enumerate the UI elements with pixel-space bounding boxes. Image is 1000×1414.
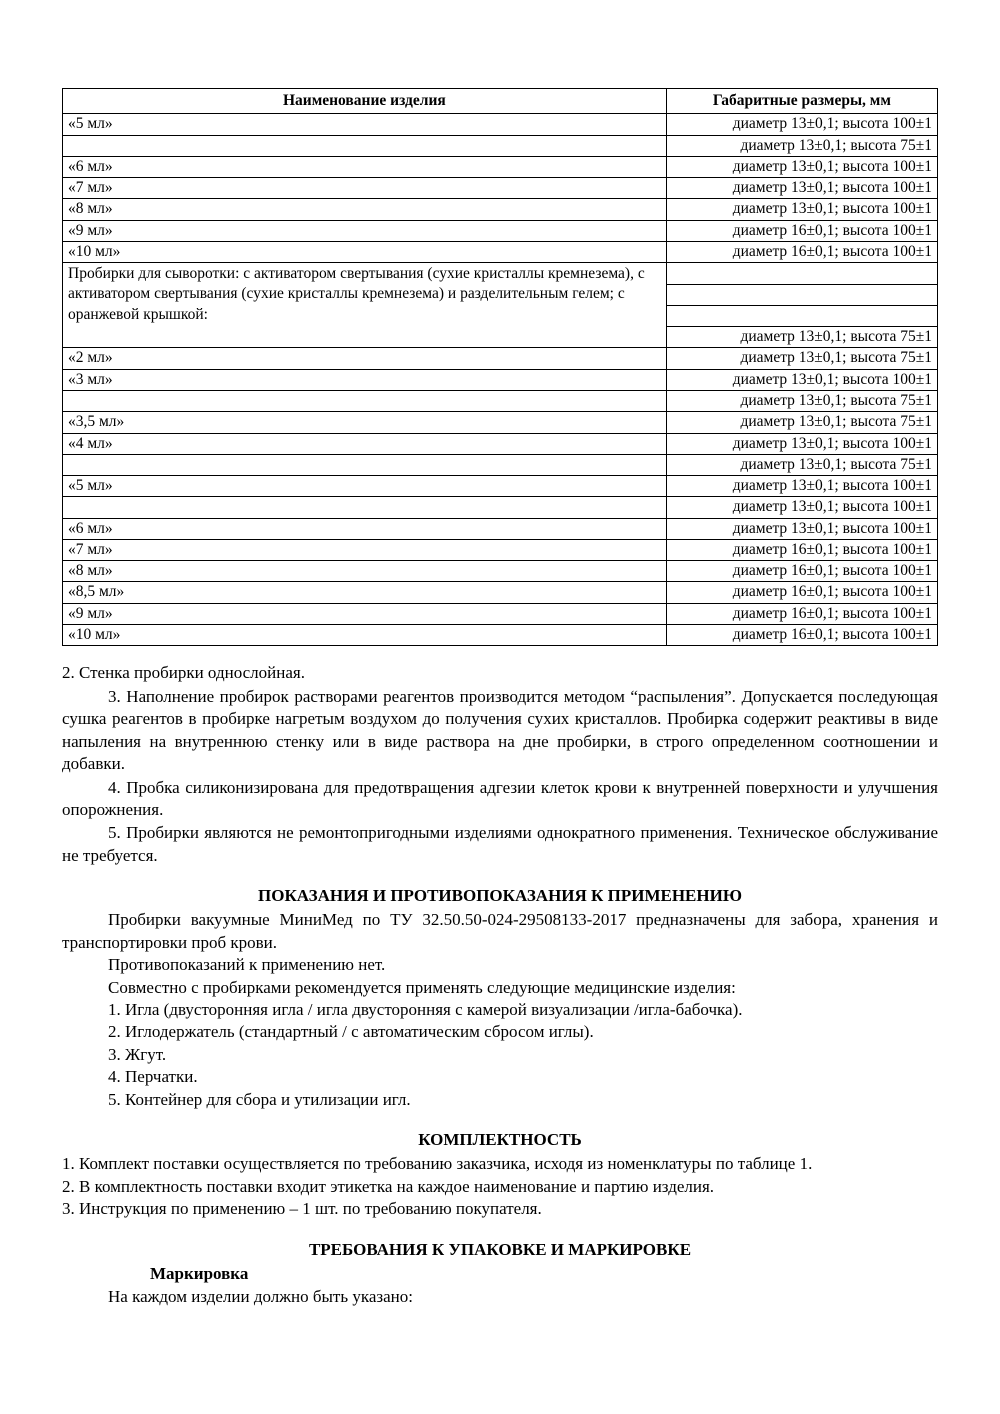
- column-header-dimensions: Габаритные размеры, мм: [666, 89, 937, 114]
- cell-name: «10 мл»: [63, 241, 667, 262]
- table-row: [63, 114, 938, 135]
- list-item: 4. Перчатки.: [108, 1067, 198, 1087]
- list-item: 1. Игла (двусторонняя игла / игла двусторонняя с камерой визуализации /игла-бабочка).: [108, 1000, 743, 1019]
- section-heading-completeness: КОМПЛЕКТНОСТЬ: [418, 1130, 582, 1150]
- cell-name: [63, 135, 667, 156]
- section-heading-indications: ПОКАЗАНИЯ И ПРОТИВОПОКАЗАНИЯ К ПРИМЕНЕНИЮ: [258, 886, 742, 906]
- cell-dimension: диаметр 16±0,1; высота 100±1: [666, 220, 937, 241]
- cell-dimension: диаметр 13±0,1; высота 100±1: [666, 497, 937, 518]
- subheading-marking: Маркировка: [150, 1263, 249, 1283]
- cell-name: [63, 454, 667, 475]
- section-0-paragraph-1: Противопоказаний к применению нет.: [108, 955, 386, 975]
- cell-dimension: диаметр 13±0,1; высота 100±1: [666, 476, 937, 497]
- section-0-paragraph-0: Пробирки вакуумные МиниМед по ТУ 32.50.50-024-29508133-2017 предназначены для забора, хранения и транспортировки проб крови.: [62, 910, 938, 952]
- table-row: [63, 518, 938, 539]
- paragraph-5: 5. Пробирки являются не ремонтопригодными изделиями однократного применения. Техническое обслуживание не требуется.: [62, 823, 938, 865]
- table-group-row: [63, 263, 938, 284]
- table-row: [63, 241, 938, 262]
- cell-dimension: [666, 263, 937, 284]
- cell-name: «7 мл»: [63, 539, 667, 560]
- section-heading-packaging: ТРЕБОВАНИЯ К УПАКОВКЕ И МАРКИРОВКЕ: [308, 1239, 692, 1259]
- table-row: [63, 433, 938, 454]
- cell-dimension: диаметр 16±0,1; высота 100±1: [666, 561, 937, 582]
- cell-name: «10 мл»: [63, 625, 667, 646]
- table-row: [63, 476, 938, 497]
- table-row: [63, 412, 938, 433]
- table-row: [63, 497, 938, 518]
- cell-dimension: диаметр 16±0,1; высота 100±1: [666, 582, 937, 603]
- cell-dimension: диаметр 16±0,1; высота 100±1: [666, 603, 937, 624]
- section-2-paragraph-0: На каждом изделии должно быть указано:: [108, 1286, 413, 1306]
- section-1-paragraph-1: 2. В комплектность поставки входит этикетка на каждое наименование и партию изделия.: [62, 1176, 715, 1196]
- cell-name: «3,5 мл»: [63, 412, 667, 433]
- cell-dimension: диаметр 13±0,1; высота 100±1: [666, 114, 937, 135]
- cell-name: «8 мл»: [63, 561, 667, 582]
- table-row: [63, 220, 938, 241]
- table-body: [63, 114, 938, 646]
- cell-dimension: диаметр 13±0,1; высота 100±1: [666, 369, 937, 390]
- cell-name: «9 мл»: [63, 220, 667, 241]
- cell-dimension: диаметр 13±0,1; высота 100±1: [666, 433, 937, 454]
- cell-name: «8 мл»: [63, 199, 667, 220]
- specification-table: [62, 88, 938, 646]
- table-row: [63, 369, 938, 390]
- table-row: [63, 135, 938, 156]
- cell-dimension: диаметр 13±0,1; высота 75±1: [666, 412, 937, 433]
- cell-name: «4 мл»: [63, 433, 667, 454]
- table-row: [63, 390, 938, 411]
- cell-name: «8,5 мл»: [63, 582, 667, 603]
- paragraph-3: 3. Наполнение пробирок растворами реагентов производится методом “распыления”. Допускается последующая сушка реагентов в пробирке нагретым воздухом до получения сухих кристаллов. Пробирка содержит реактивы в виде напыления на внутреннюю стенку или в виде раствора на дне пробирки, в строго определенном соотношении и добавки.: [62, 686, 938, 774]
- cell-dimension: [666, 284, 937, 305]
- cell-name: «6 мл»: [63, 156, 667, 177]
- cell-dimension: диаметр 16±0,1; высота 100±1: [666, 625, 937, 646]
- paragraph-4: 4. Пробка силиконизирована для предотвращения адгезии клеток крови к внутренней поверхности и улучшения опорожнения.: [62, 777, 938, 819]
- cell-name: [63, 497, 667, 518]
- cell-dimension: диаметр 13±0,1; высота 75±1: [666, 135, 937, 156]
- table-row: [63, 199, 938, 220]
- cell-group-title: Пробирки для сыворотки: с активатором свертывания (сухие кристаллы кремнезема), с активатором свертывания (сухие кристаллы кремнезема) и разделительным гелем; с оранжевой крышкой:: [63, 263, 667, 348]
- list-item: 2. Иглодержатель (стандартный / с автоматическим сбросом иглы).: [108, 1022, 594, 1042]
- table-row: [63, 625, 938, 646]
- cell-name: «2 мл»: [63, 348, 667, 369]
- cell-dimension: диаметр 13±0,1; высота 100±1: [666, 178, 937, 199]
- cell-name: «6 мл»: [63, 518, 667, 539]
- cell-dimension: диаметр 13±0,1; высота 75±1: [666, 454, 937, 475]
- cell-dimension: диаметр 13±0,1; высота 75±1: [666, 327, 937, 348]
- table-row: [63, 348, 938, 369]
- cell-dimension: диаметр 13±0,1; высота 100±1: [666, 156, 937, 177]
- cell-dimension: диаметр 13±0,1; высота 75±1: [666, 348, 937, 369]
- table-row: [63, 561, 938, 582]
- table-row: [63, 156, 938, 177]
- table-row: [63, 454, 938, 475]
- table-row: [63, 603, 938, 624]
- table-row: [63, 539, 938, 560]
- cell-name: «5 мл»: [63, 476, 667, 497]
- column-header-name: Наименование изделия: [63, 89, 667, 114]
- cell-name: «3 мл»: [63, 369, 667, 390]
- cell-dimension: диаметр 16±0,1; высота 100±1: [666, 539, 937, 560]
- cell-name: «7 мл»: [63, 178, 667, 199]
- cell-dimension: [666, 305, 937, 326]
- cell-dimension: диаметр 13±0,1; высота 100±1: [666, 518, 937, 539]
- section-1-paragraph-2: 3. Инструкция по применению – 1 шт. по требованию покупателя.: [62, 1199, 542, 1219]
- cell-dimension: диаметр 13±0,1; высота 75±1: [666, 390, 937, 411]
- cell-dimension: диаметр 13±0,1; высота 100±1: [666, 199, 937, 220]
- list-item: 5. Контейнер для сбора и утилизации игл.: [108, 1089, 411, 1109]
- cell-dimension: диаметр 16±0,1; высота 100±1: [666, 241, 937, 262]
- section-1-paragraph-0: 1. Комплект поставки осуществляется по требованию заказчика, исходя из номенклатуры по таблице 1.: [62, 1154, 813, 1174]
- section-0-paragraph-2: Совместно с пробирками рекомендуется применять следующие медицинские изделия:: [108, 977, 736, 997]
- list-item: 3. Жгут.: [108, 1044, 167, 1064]
- cell-name: «9 мл»: [63, 603, 667, 624]
- paragraph-2: 2. Стенка пробирки однослойная.: [62, 663, 305, 683]
- cell-name: «5 мл»: [63, 114, 667, 135]
- table-row: [63, 178, 938, 199]
- table-header-row: [63, 89, 938, 114]
- cell-name: [63, 390, 667, 411]
- table-row: [63, 582, 938, 603]
